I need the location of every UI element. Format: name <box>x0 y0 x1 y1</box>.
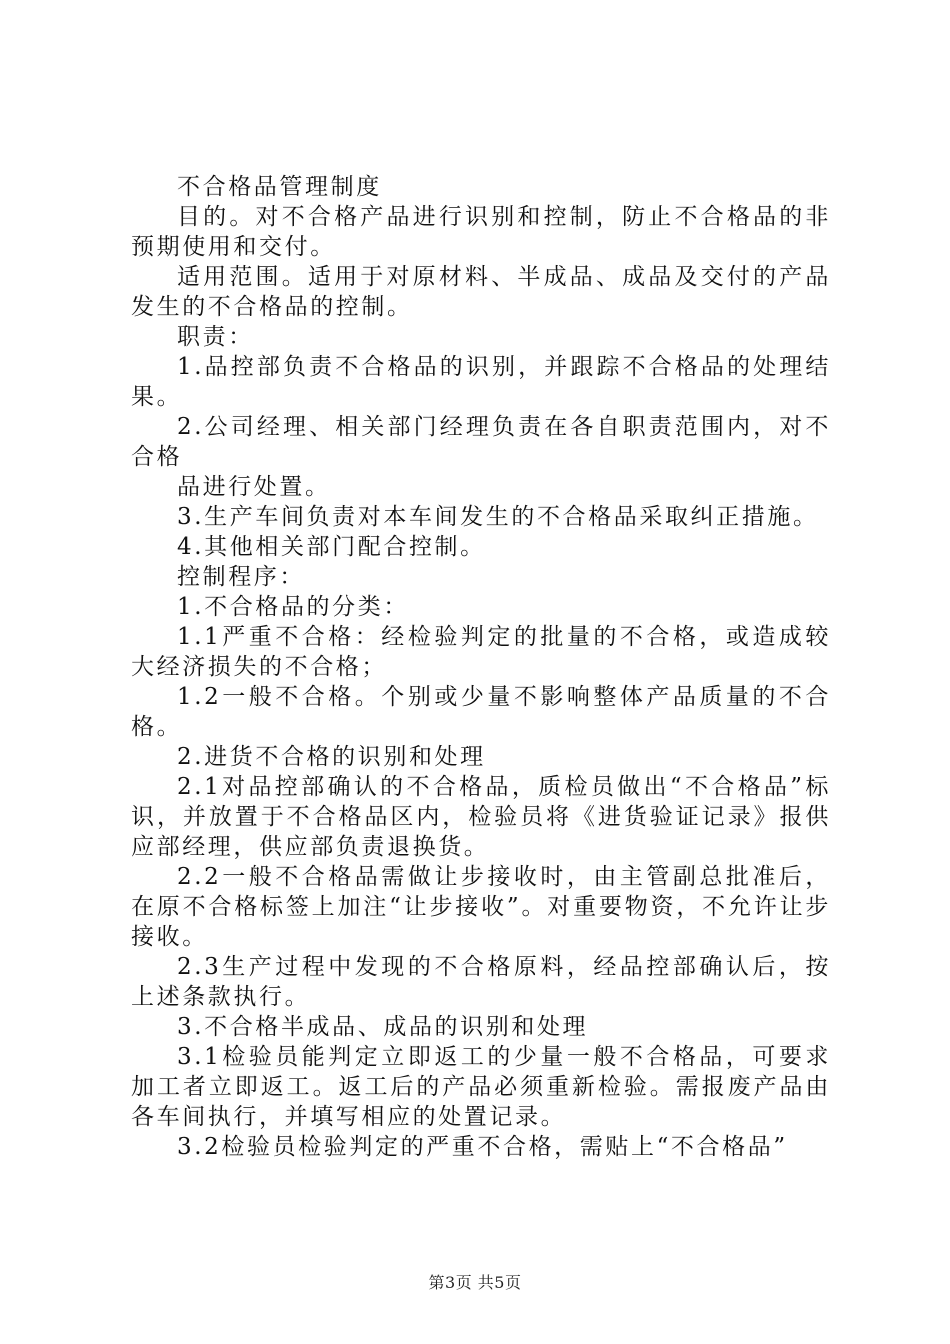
document-title: 不合格品管理制度 <box>177 174 382 200</box>
paragraph-responsibility-1: 1.品控部负责不合格品的识别，并跟踪不合格品的处理结果。 <box>131 354 831 410</box>
paragraph-responsibility-2-continued: 品进行处置。 <box>177 474 331 500</box>
paragraph-responsibility-2: 2.公司经理、相关部门经理负责在各自职责范围内，对不合格 <box>131 414 831 470</box>
paragraph-incoming-heading: 2.进货不合格的识别和处理 <box>177 744 486 770</box>
paragraph-semifinished-3-2: 3.2检验员检验判定的严重不合格，需贴上“不合格品” <box>177 1134 788 1160</box>
paragraph-responsibility-4: 4.其他相关部门配合控制。 <box>177 534 486 560</box>
document-body <box>131 172 831 1162</box>
paragraph-incoming-2-3: 2.3生产过程中发现的不合格原料，经品控部确认后，按上述条款执行。 <box>131 954 831 1010</box>
section-heading-control-procedure: 控制程序： <box>177 564 305 590</box>
paragraph-incoming-2-1: 2.1对品控部确认的不合格品，质检员做出“不合格品”标识，并放置于不合格品区内，检验员将《进货验证记录》报供应部经理，供应部负责退换货。 <box>131 774 831 860</box>
paragraph-classification: 1.不合格品的分类： <box>177 594 409 620</box>
paragraph-purpose: 目的。对不合格产品进行识别和控制，防止不合格品的非预期使用和交付。 <box>131 204 831 260</box>
paragraph-responsibility-3: 3.生产车间负责对本车间发生的不合格品采取纠正措施。 <box>177 504 819 530</box>
paragraph-incoming-2-2: 2.2一般不合格品需做让步接收时，由主管副总批准后，在原不合格标签上加注“让步接收”。对重要物资，不允许让步接收。 <box>131 864 831 950</box>
paragraph-classification-1-2: 1.2一般不合格。个别或少量不影响整体产品质量的不合格。 <box>131 684 831 740</box>
paragraph-classification-1-1: 1.1严重不合格：经检验判定的批量的不合格，或造成较大经济损失的不合格； <box>131 624 831 680</box>
paragraph-scope: 适用范围。适用于对原材料、半成品、成品及交付的产品发生的不合格品的控制。 <box>131 264 831 320</box>
section-heading-responsibilities: 职责： <box>177 324 254 350</box>
page-footer <box>0 1270 950 1293</box>
paragraph-semifinished-heading: 3.不合格半成品、成品的识别和处理 <box>177 1014 589 1040</box>
page-number-label: 第3页 共5页 <box>428 1273 522 1292</box>
paragraph-semifinished-3-1: 3.1检验员能判定立即返工的少量一般不合格品，可要求加工者立即返工。返工后的产品必须重新检验。需报废产品由各车间执行，并填写相应的处置记录。 <box>131 1044 831 1130</box>
